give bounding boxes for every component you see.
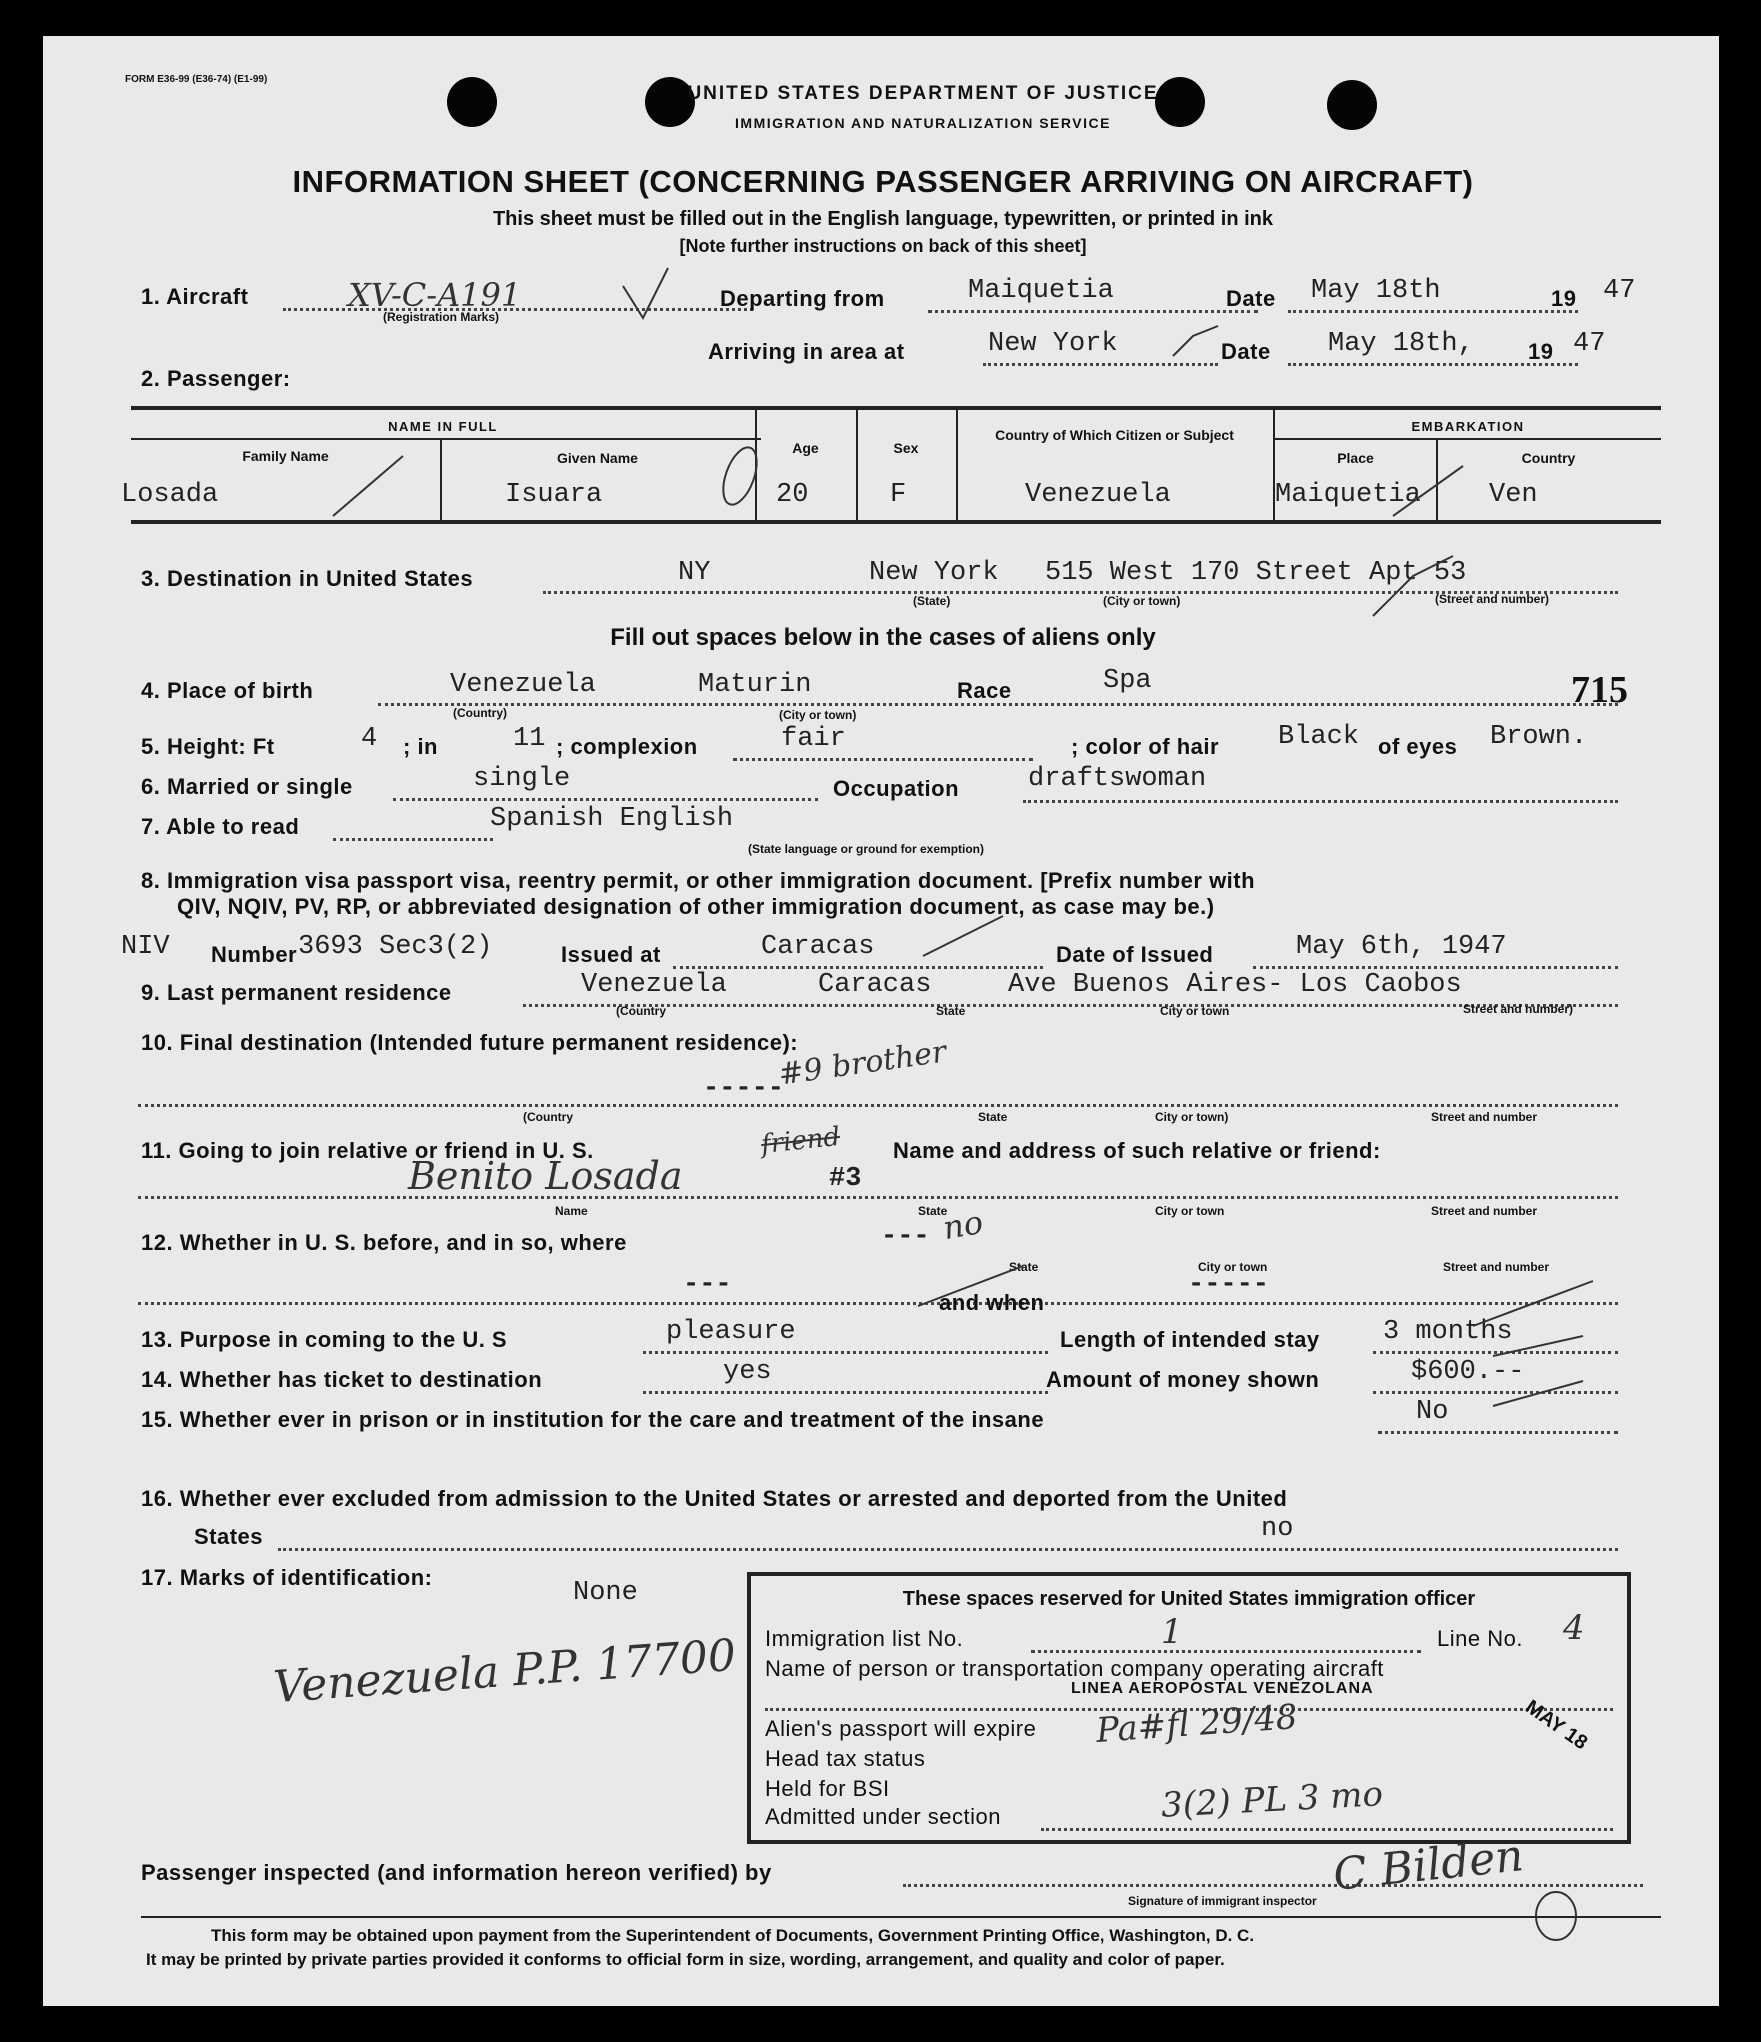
street-sublabel: (Street and number) xyxy=(1435,592,1550,606)
when-label: and when xyxy=(939,1290,1045,1315)
ink-circle xyxy=(717,443,764,509)
embarkation-place-cell: Maiquetia xyxy=(1275,480,1421,510)
issued-at-label: Issued at xyxy=(561,942,661,967)
citizen-country-header: Country of Which Citizen or Subject xyxy=(995,427,1234,443)
height-label: 5. Height: Ft xyxy=(141,734,275,759)
form-note: [Note further instructions on back of this sheet] xyxy=(679,236,1087,256)
embarkation-country-cell: Ven xyxy=(1489,480,1538,510)
company-value: LINEA AEROPOSTAL VENEZOLANA xyxy=(1071,1680,1374,1697)
identification-marks-label: 17. Marks of identification: xyxy=(141,1565,433,1590)
arrival-year-value: 47 xyxy=(1573,329,1606,359)
final-destination-handwriting: #9 brother xyxy=(776,1034,949,1093)
previous-visit-value: --- xyxy=(881,1222,930,1252)
height-feet-value: 4 xyxy=(361,724,378,754)
eye-color-label: of eyes xyxy=(1378,734,1458,759)
given-name-header: Given Name xyxy=(557,450,638,466)
ticket-label: 14. Whether has ticket to destination xyxy=(141,1367,543,1392)
arriving-label: Arriving in area at xyxy=(708,339,905,364)
form-number: FORM E36-99 (E36-74) (E1-99) xyxy=(125,74,268,85)
inspector-signature: C Bilden xyxy=(1330,1830,1526,1901)
last-residence-label: 9. Last permanent residence xyxy=(141,980,452,1005)
age-cell: 20 xyxy=(776,480,809,510)
footer-line-1: This form may be obtained upon payment from the Superintendent of Documents, Government Printing Office, Washington, D. C. xyxy=(211,1926,1255,1945)
immigration-list-label: Immigration list No. xyxy=(765,1626,964,1651)
departing-label: Departing from xyxy=(720,286,885,311)
final-destination-label: 10. Final destination (Intended future permanent residence): xyxy=(141,1030,799,1055)
complexion-value: fair xyxy=(781,724,846,754)
inspection-label: Passenger inspected (and information hereon verified) by xyxy=(141,1860,772,1885)
identification-handwriting: Venezuela P.P. 17700 xyxy=(271,1629,738,1714)
passport-expiry-label: Alien's passport will expire xyxy=(765,1716,1037,1741)
arrival-date-value: May 18th, xyxy=(1328,329,1474,359)
check-mark xyxy=(333,456,403,516)
check-mark xyxy=(1393,466,1463,516)
name-in-full-header: NAME IN FULL xyxy=(388,419,498,434)
arrival-year-prefix: 19 xyxy=(1528,339,1554,364)
destination-city-value: New York xyxy=(869,558,999,588)
citizen-cell: Venezuela xyxy=(1025,480,1171,510)
previous-visit-label: 12. Whether in U. S. before, and in so, where xyxy=(141,1230,627,1255)
family-name-header: Family Name xyxy=(242,448,329,464)
prison-label: 15. Whether ever in prison or in institution for the care and treatment of the insane xyxy=(141,1407,1045,1432)
departure-year-value: 47 xyxy=(1603,276,1636,306)
previous-city-sublabel: City or town xyxy=(1198,1260,1268,1274)
issue-date-label: Date of Issued xyxy=(1056,942,1214,967)
birth-city-value: Maturin xyxy=(698,670,812,700)
race-value: Spa xyxy=(1103,666,1152,696)
previous-street-sublabel: Street and number xyxy=(1443,1260,1550,1274)
line-number-label: Line No. xyxy=(1437,1626,1523,1651)
marital-status-value: single xyxy=(473,764,571,794)
excluded-value: no xyxy=(1261,1514,1294,1544)
department-name: UNITED STATES DEPARTMENT OF JUSTICE xyxy=(687,83,1159,104)
relative-name-handwriting: Benito Losada xyxy=(408,1154,683,1198)
prison-value: No xyxy=(1416,1397,1449,1427)
destination-street-value: 515 West 170 Street Apt 53 xyxy=(1045,558,1467,588)
check-mark xyxy=(918,1266,1023,1306)
marital-status-label: 6. Married or single xyxy=(141,774,353,799)
admitted-section-value: 3(2) PL 3 mo xyxy=(1160,1774,1384,1826)
passenger-label: 2. Passenger: xyxy=(141,366,291,391)
residence-street-value: Ave Buenos Aires- Los Caobos xyxy=(1008,970,1462,1000)
passport-expiry-value: Pa#fl 29/48 xyxy=(1094,1697,1299,1751)
head-tax-label: Head tax status xyxy=(765,1746,926,1771)
immigration-document-label: 8. Immigration visa passport visa, reentry permit, or other immigration document. [Prefix number with xyxy=(141,868,1256,893)
ticket-value: yes xyxy=(723,1357,772,1387)
residence-state-value: Caracas xyxy=(818,970,932,1000)
relative-state-sublabel: State xyxy=(918,1204,948,1218)
departing-value: Maiquetia xyxy=(968,276,1114,306)
aircraft-value: XV-C-A191 xyxy=(348,276,522,314)
ink-circle xyxy=(1536,1892,1576,1940)
departure-date-value: May 18th xyxy=(1311,276,1441,306)
arriving-value: New York xyxy=(988,329,1118,359)
form-sheet xyxy=(43,36,1719,2006)
residence-city-sublabel: City or town xyxy=(1160,1004,1230,1018)
final-street-sublabel: Street and number xyxy=(1431,1110,1538,1124)
immigration-list-value: 1 xyxy=(1161,1612,1183,1652)
birth-city-sublabel: (City or town) xyxy=(779,708,857,722)
family-name-cell: Losada xyxy=(121,480,219,510)
crossed-handwriting: friend xyxy=(759,1121,842,1161)
literacy-sublabel: (State language or ground for exemption) xyxy=(748,842,985,856)
hair-color-label: ; color of hair xyxy=(1071,734,1220,759)
final-city-sublabel: City or town) xyxy=(1155,1110,1229,1124)
relative-name-label: Name and address of such relative or friend: xyxy=(893,1138,1381,1163)
relative-street-sublabel: Street and number xyxy=(1431,1204,1538,1218)
sex-cell: F xyxy=(890,480,907,510)
when-value: ----- xyxy=(1188,1270,1270,1300)
document-number-label: Number xyxy=(211,942,298,967)
birth-country-value: Venezuela xyxy=(450,670,596,700)
relative-name-sublabel: Name xyxy=(555,1204,588,1218)
officer-box-heading: These spaces reserved for United States immigration officer xyxy=(902,1588,1476,1610)
given-name-cell: Isuara xyxy=(505,480,603,510)
company-label: Name of person or transportation company operating aircraft xyxy=(765,1656,1384,1681)
final-country-sublabel: (Country xyxy=(523,1110,573,1124)
aircraft-label: 1. Aircraft xyxy=(141,284,249,309)
check-mark xyxy=(1373,556,1453,616)
form-instruction: This sheet must be filled out in the English language, typewritten, or printed in ink xyxy=(492,208,1274,230)
check-mark xyxy=(1493,1381,1583,1406)
destination-state-value: NY xyxy=(678,558,711,588)
literacy-value: Spanish English xyxy=(490,804,734,834)
residence-state-sublabel: State xyxy=(936,1004,966,1018)
destination-label: 3. Destination in United States xyxy=(141,566,474,591)
join-relative-label: 11. Going to join relative or friend in U. S. xyxy=(141,1138,594,1163)
aliens-heading: Fill out spaces below in the cases of aliens only xyxy=(610,624,1156,651)
check-mark xyxy=(1493,1336,1583,1356)
departure-date-label: Date xyxy=(1226,286,1276,311)
birth-country-sublabel: (Country) xyxy=(453,706,507,720)
stay-length-label: Length of intended stay xyxy=(1060,1327,1320,1352)
aircraft-sublabel: (Registration Marks) xyxy=(383,310,500,324)
eye-color-value: Brown. xyxy=(1490,722,1588,752)
previous-state-sublabel: State xyxy=(1009,1260,1039,1274)
race-label: Race xyxy=(957,678,1012,703)
immigration-document-label-2: QIV, NQIV, PV, RP, or abbreviated designation of other immigration document, as case may be.) xyxy=(177,894,1215,919)
footer-line-2: It may be printed by private parties provided it conforms to official form in size, wording, arrangement, and quality and color of paper. xyxy=(146,1950,1225,1969)
bsi-label: Held for BSI xyxy=(765,1776,890,1801)
literacy-label: 7. Able to read xyxy=(141,814,300,839)
issue-date-value: May 6th, 1947 xyxy=(1296,932,1507,962)
relative-city-sublabel: City or town xyxy=(1155,1204,1225,1218)
residence-street-sublabel: Street and number) xyxy=(1463,1002,1574,1016)
occupation-label: Occupation xyxy=(833,776,960,801)
relative-value: #3 xyxy=(829,1164,862,1194)
departure-year-prefix: 19 xyxy=(1551,286,1577,311)
arrival-date-label: Date xyxy=(1221,339,1271,364)
age-header: Age xyxy=(792,440,819,456)
service-name: IMMIGRATION AND NATURALIZATION SERVICE xyxy=(735,115,1111,131)
money-value: $600.-- xyxy=(1411,1357,1525,1387)
residence-country-sublabel: (Country xyxy=(616,1004,666,1018)
check-mark xyxy=(623,268,668,318)
date-stamp: MAY 18 xyxy=(1521,1695,1592,1755)
signature-sublabel: Signature of immigrant inspector xyxy=(1128,1894,1317,1908)
admitted-section-label: Admitted under section xyxy=(765,1804,1002,1829)
money-label: Amount of money shown xyxy=(1046,1367,1320,1392)
document-number-value: 3693 Sec3(2) xyxy=(298,932,493,962)
residence-country-value: Venezuela xyxy=(581,970,727,1000)
handwritten-checkmarks xyxy=(43,36,1719,2006)
stay-length-value: 3 months xyxy=(1383,1317,1513,1347)
purpose-label: 13. Purpose in coming to the U. S xyxy=(141,1327,508,1352)
state-sublabel: (State) xyxy=(913,594,951,608)
check-mark xyxy=(1473,1281,1593,1326)
line-number-value: 4 xyxy=(1563,1608,1585,1648)
final-destination-value: ----- xyxy=(703,1074,785,1104)
final-state-sublabel: State xyxy=(978,1110,1008,1124)
page-title: INFORMATION SHEET (CONCERNING PASSENGER ARRIVING ON AIRCRAFT) xyxy=(292,164,1474,199)
stamp-number: 715 xyxy=(1571,669,1628,711)
complexion-label: ; complexion xyxy=(556,734,698,759)
check-mark xyxy=(1173,326,1218,356)
birthplace-label: 4. Place of birth xyxy=(141,678,314,703)
purpose-value: pleasure xyxy=(666,1317,796,1347)
sex-header: Sex xyxy=(893,440,919,456)
embarkation-header: EMBARKATION xyxy=(1411,419,1525,434)
height-inches-label: ; in xyxy=(403,734,438,759)
issued-at-value: Caracas xyxy=(761,932,875,962)
height-inches-value: 11 xyxy=(513,724,546,754)
check-mark xyxy=(923,916,1003,956)
excluded-label: 16. Whether ever excluded from admission to the United States or arrested and deported from the United xyxy=(141,1486,1288,1511)
excluded-label-2: States xyxy=(194,1524,264,1549)
previous-location-value: --- xyxy=(683,1270,732,1300)
embarkation-country-header: Country xyxy=(1521,450,1576,466)
city-sublabel: (City or town) xyxy=(1103,594,1181,608)
hair-color-value: Black xyxy=(1278,722,1360,752)
occupation-value: draftswoman xyxy=(1028,764,1207,794)
document-prefix: NIV xyxy=(121,932,170,962)
embarkation-place-header: Place xyxy=(1337,450,1374,466)
identification-marks-value: None xyxy=(573,1578,638,1608)
previous-visit-handwriting: no xyxy=(940,1202,986,1248)
